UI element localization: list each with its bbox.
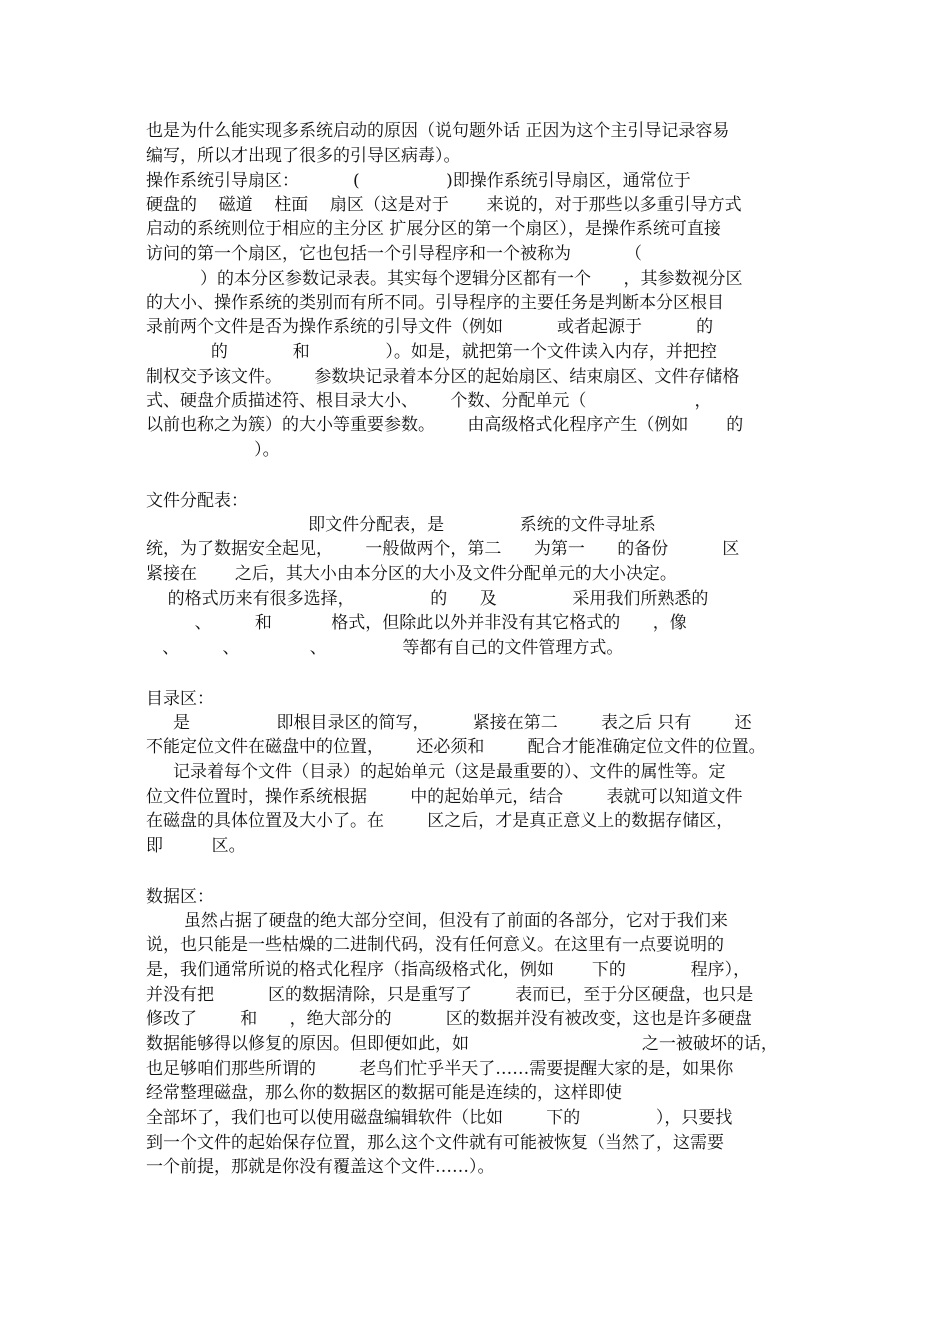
text-line: 操作系统引导扇区： ( )即操作系统引导扇区，通常位于 [146,171,691,191]
text-line: 、 、 、 等都有自己的文件管理方式。 [146,638,624,658]
text-line: 式、硬盘介质描述符、根目录大小、 个数、分配单元（ ， [146,391,712,411]
text-line: 也是为什么能实现多系统启动的原因（说句题外话 正因为这个主引导记录容易 [146,121,730,141]
text-line: 的大小、操作系统的类别而有所不同。引导程序的主要任务是判断本分区根目 [146,293,724,313]
text-line: 启动的系统则位于相应的主分区 扩展分区的第一个扇区），是操作系统可直接 [146,219,721,239]
text-line: 是，我们通常所说的格式化程序（指高级格式化，例如 下的 程序）， [146,960,751,980]
text-line: 不能定位文件在磁盘中的位置， 还必须和 配合才能准确定位文件的位置。 [146,737,766,757]
text-line: 虽然占据了硬盘的绝大部分空间，但没有了前面的各部分，它对于我们来 [146,911,728,931]
text-line: 即文件分配表，是 系统的文件寻址系 [146,515,656,535]
section-heading: 数据区： [146,887,214,907]
text-line: 位文件位置时，操作系统根据 中的起始单元，结合 表就可以知道文件 [146,787,743,807]
text-line: ）。 [146,440,280,460]
text-line: 说，也只能是一些枯燥的二进制代码，没有任何意义。在这里有一点要说明的 [146,935,724,955]
text-line: 以前也称之为簇）的大小等重要参数。 由高级格式化程序产生（例如 的 [146,415,744,435]
text-line: 的格式历来有很多选择， 的 及 采用我们所熟悉的 [146,589,709,609]
text-line: 编写，所以才出现了很多的引导区病毒）。 [146,146,461,166]
text-line: 即 区。 [146,836,246,856]
text-line: ）的本分区参数记录表。其实每个逻辑分区都有一个 ，其参数视分区 [146,269,743,289]
text-line: 也足够咱们那些所谓的 老鸟们忙乎半天了……需要提醒大家的是，如果你 [146,1059,734,1079]
text-line: 的 和 ）。如是，就把第一个文件读入内存，并把控 [146,342,717,362]
text-line: 紧接在 之后，其大小由本分区的大小及文件分配单元的大小决定。 [146,564,677,584]
text-line: 记录着每个文件（目录）的起始单元（这是最重要的）、文件的属性等。定 [146,762,726,782]
text-line: 修改了 和 ，绝大部分的 区的数据并没有被改变，这也是许多硬盘 [146,1009,752,1029]
text-line: 统，为了数据安全起见， 一般做两个，第二 为第一 的备份 区 [146,539,740,559]
text-line: 数据能够得以修复的原因。但即便如此，如 之一被破坏的话， [146,1034,778,1054]
text-line: 全部坏了，我们也可以使用磁盘编辑软件（比如 下的 ），只要找 [146,1108,733,1128]
text-line: 制权交予该文件。 参数块记录着本分区的起始扇区、结束扇区、文件存储格 [146,367,740,387]
text-line: 到一个文件的起始保存位置，那么这个文件就有可能被恢复（当然了，这需要 [146,1133,724,1153]
text-line: 并没有把 区的数据清除，只是重写了 表而已，至于分区硬盘，也只是 [146,985,754,1005]
section-heading: 目录区： [146,689,214,709]
text-line: 硬盘的 磁道 柱面 扇区（这是对于 来说的，对于那些以多重引导方式 [146,195,742,215]
text-line: 、 和 格式，但除此以外并非没有其它格式的 ，像 [146,613,687,633]
text-line: 访问的第一个扇区，它也包括一个引导程序和一个被称为 （ [146,244,643,264]
text-line: 是 即根目录区的简写， 紧接在第二 表之后 只有 还 [146,713,752,733]
text-line: 一个前提，那就是你没有覆盖这个文件……）。 [146,1157,495,1177]
text-line: 经常整理磁盘，那么你的数据区的数据可能是连续的，这样即使 [146,1083,622,1103]
text-line: 在磁盘的具体位置及大小了。在 区之后，才是真正意义上的数据存储区， [146,811,734,831]
text-line: 录前两个文件是否为操作系统的引导文件（例如 或者起源于 的 [146,317,714,337]
section-heading: 文件分配表： [146,491,248,511]
